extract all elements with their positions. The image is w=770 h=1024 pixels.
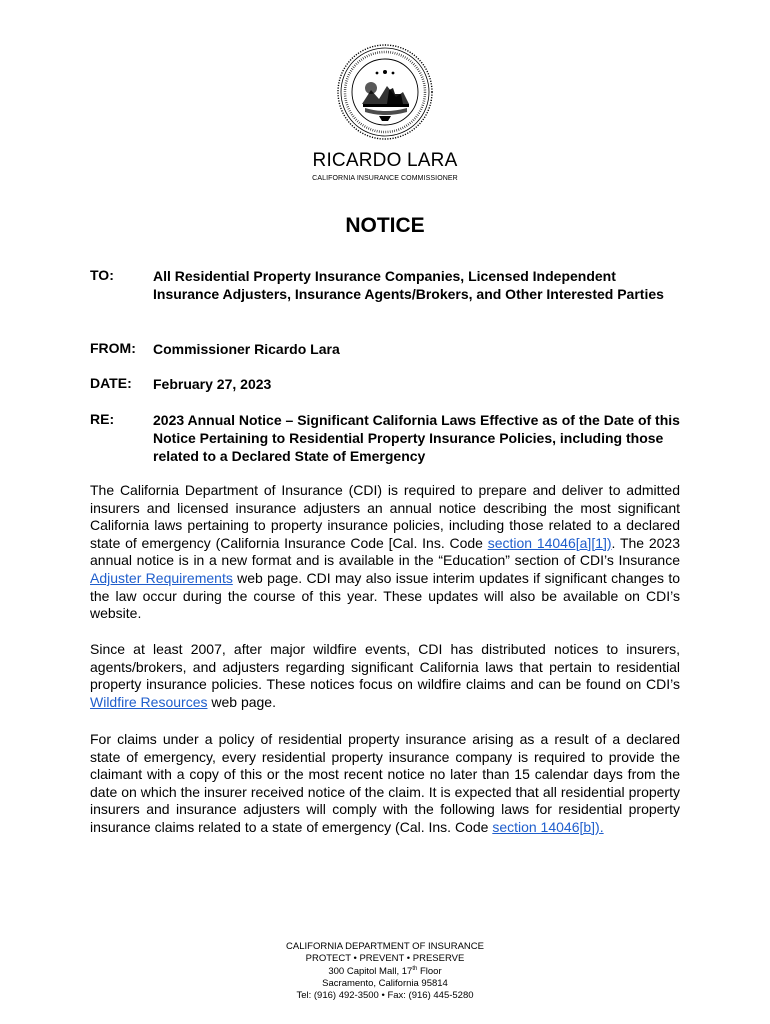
footer-phone-fax: Tel: (916) 492-3500 • Fax: (916) 445-5280 [296, 989, 474, 1001]
date-label: DATE: [90, 375, 132, 391]
to-value: All Residential Property Insurance Companies, Licensed Independent Insurance Adjusters, Insurance Agents/Brokers, and Other Interested Parties [153, 268, 664, 302]
document-title: NOTICE [345, 214, 425, 237]
paragraph-1-text: . The 2023 annual notice is in a new format and is available in the “Education” section of CDI’s Insurance [90, 534, 680, 569]
footer-motto: PROTECT • PREVENT • PRESERVE [305, 952, 465, 964]
paragraph-1-text: The California Department of Insurance (CDI) is required to prepare and deliver to admitted insurers and licensed insurance adjusters an annual notice describing the most significant California laws pertaining to property insurance policies, including those related to a declared state of emergency (California Insurance Code [Cal. Ins. Code [90, 482, 680, 551]
footer-address-text: 300 Capitol Mall, 17 [328, 966, 413, 978]
re-value: 2023 Annual Notice – Significant California Laws Effective as of the Date of this Notice Pertaining to Residential Property Insurance Policies, including those related to a Declared State of Emergency [153, 412, 680, 464]
paragraph-2 [90, 641, 680, 711]
footer-city: Sacramento, California 95814 [322, 977, 448, 989]
adjuster-requirements-link[interactable]: Adjuster Requirements [90, 569, 233, 586]
paragraph-3-text: For claims under a policy of residential property insurance arising as a result of a declared state of emergency, every residential property insurance company is required to provide the claimant with a copy of this or the most recent notice no later than 15 calendar days from the date on which the insurer received notice of the claim. It is expected that all residential property insurers and insurance adjusters will comply with the following laws for residential property insurance claims related to a state of emergency (Cal. Ins. Code [90, 731, 680, 835]
state-seal-icon [335, 42, 435, 142]
section-14046a1-link[interactable]: section 14046[a][1]) [487, 534, 612, 551]
paragraph-2-text: Since at least 2007, after major wildfire events, CDI has distributed notices to insurers, agents/brokers, and adjusters regarding significant California laws that pertain to residential property insurance policies. These notices focus on wildfire claims and can be found on CDI’s [90, 641, 680, 693]
footer [0, 941, 770, 1001]
commissioner-name: RICARDO LARA [312, 150, 458, 171]
date-value: February 27, 2023 [153, 376, 272, 392]
commissioner-title: CALIFORNIA INSURANCE COMMISSIONER [312, 175, 458, 182]
footer-address-sup: th [412, 966, 418, 973]
footer-department: CALIFORNIA DEPARTMENT OF INSURANCE [286, 941, 484, 952]
to-label: TO: [90, 267, 114, 283]
paragraph-1-text: web page. CDI may also issue interim updates if significant changes to the law occur during the course of this year. These updates will also be available on CDI’s website. [90, 569, 680, 622]
paragraph-2-text: web page. [207, 693, 276, 710]
wildfire-resources-link[interactable]: Wildfire Resources [90, 693, 208, 710]
footer-address-floor: Floor [417, 966, 442, 978]
re-label: RE: [90, 411, 115, 427]
from-label: FROM: [90, 340, 136, 356]
paragraph-3 [90, 731, 680, 837]
section-14046b-link[interactable]: section 14046[b]). [492, 818, 604, 835]
footer-address [0, 964, 770, 978]
from-value: Commissioner Ricardo Lara [153, 341, 340, 357]
paragraph-1 [90, 482, 680, 623]
